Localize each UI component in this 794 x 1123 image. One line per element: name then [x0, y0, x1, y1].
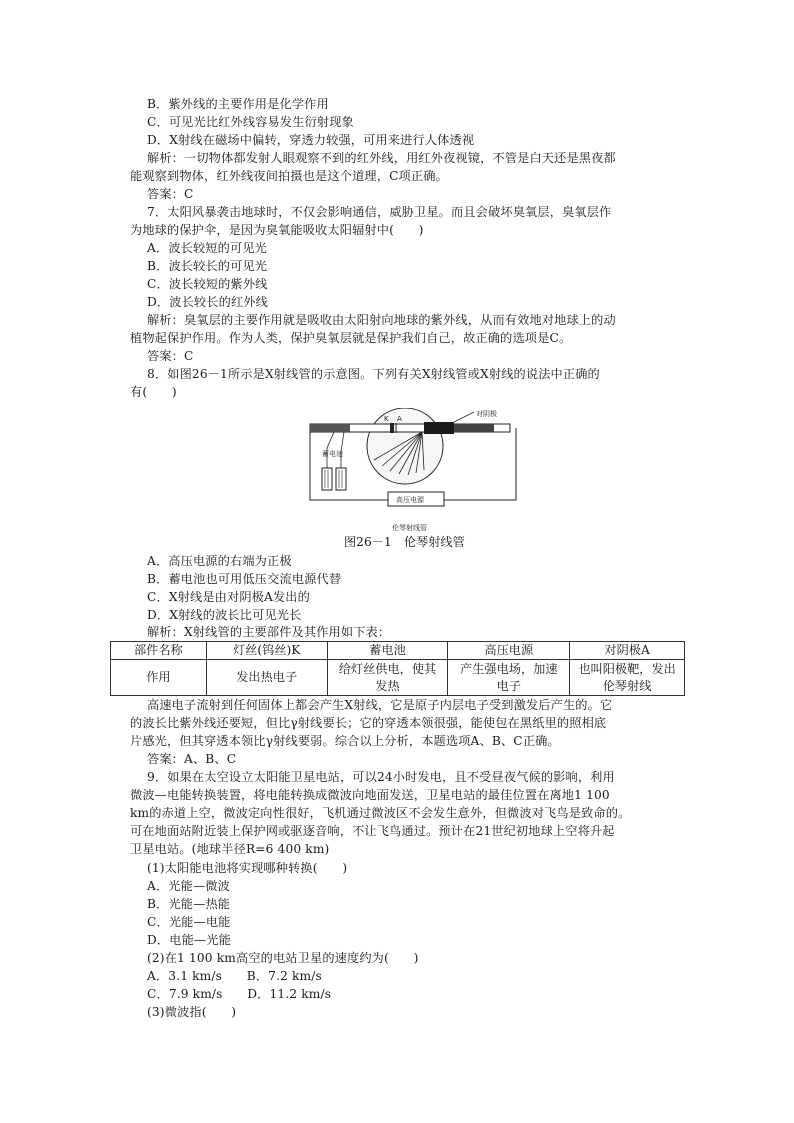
q9-sub3-line: (3)微波指( )	[147, 1005, 237, 1019]
cell-line: 产生强电场，加速	[460, 661, 558, 676]
figure-caption: 图26－1 伦琴射线管	[344, 535, 465, 549]
table-header-cell: 灯丝(钨丝)K	[206, 642, 327, 660]
parts-table	[110, 641, 685, 696]
table-cell	[327, 660, 448, 696]
q9-sub1-line: (1)太阳能电池将实现哪种转换( )	[147, 861, 348, 875]
table-header-cell: 高压电源	[448, 642, 570, 660]
cell-line: 发热	[375, 678, 400, 693]
table-header-row	[111, 642, 685, 660]
question-9-cont-1: 微波—电能转换装置，将电能转换成微波向地面发送，卫星电站的最佳位置在离地1 100	[130, 788, 610, 802]
xray-note-cont-line: 的波长比紫外线还要短，但比γ射线要长；它的穿透本领很强，能使包在黑纸里的照相底	[130, 716, 607, 730]
q8-analysis-line: 解析：X射线管的主要部件及其作用如下表：	[147, 625, 391, 639]
q8-option-d: D．X射线的波长比可见光长	[147, 608, 302, 622]
table-cell: 发出热电子	[206, 660, 327, 696]
option-d-line: D．X射线在磁场中偏转，穿透力较强，可用来进行人体透视	[147, 133, 475, 147]
table-header-cell: 对阴极A	[570, 642, 685, 660]
q9-sub2-options-ab: A．3.1 km/s B．7.2 km/s	[147, 969, 322, 983]
question-8-cont-line: 有( )	[130, 385, 177, 399]
question-9-cont-2: km的赤道上空，微波定向性很好，飞机通过微波区不会发生意外，但微波对飞鸟是致命的。	[130, 806, 631, 820]
q9-sub1-option-d: D．电能—光能	[147, 933, 231, 947]
analysis-cont-line: 能观察到物体，红外线夜间拍摄也是这个道理，C项正确。	[130, 169, 448, 183]
tube-label: 伦琴射线管	[392, 524, 427, 532]
q8-answer-line: 答案：A、B、C	[147, 752, 237, 766]
q7-answer-line: 答案：C	[147, 349, 194, 363]
cell-line: 也叫阳极靶，发出	[578, 661, 676, 676]
table-header-cell: 蓄电池	[327, 642, 448, 660]
cell-line: 电子	[496, 678, 521, 693]
q8-option-b: B．蓄电池也可用低压交流电源代替	[147, 572, 342, 586]
q9-sub2-options-cd: C．7.9 km/s D．11.2 km/s	[147, 987, 332, 1001]
question-9-line: 9．如果在太空设立太阳能卫星电站，可以24小时发电，且不受昼夜气候的影响，利用	[147, 770, 615, 784]
table-row	[111, 660, 685, 696]
q9-sub1-option-c: C．光能—电能	[147, 915, 231, 929]
table-cell: 作用	[111, 660, 207, 696]
battery-label: 蓄电池	[322, 450, 343, 458]
question-8-line: 8．如图26－1所示是X射线管的示意图。下列有关X射线管或X射线的说法中正确的	[147, 367, 600, 381]
anticathode-label: 对阴极	[476, 410, 497, 418]
q8-option-c: C．X射线是由对阴极A发出的	[147, 590, 310, 604]
q8-option-a: A．高压电源的右端为正极	[147, 554, 292, 568]
q9-sub1-option-b: B．光能—热能	[147, 897, 231, 911]
option-c-line: C．可见光比红外线容易发生衍射现象	[147, 115, 354, 129]
answer-line: 答案：C	[147, 187, 194, 201]
q9-sub1-option-a: A．光能—微波	[147, 879, 230, 893]
option-b-line: B．紫外线的主要作用是化学作用	[147, 97, 329, 111]
question-7-cont-line: 为地球的保护伞，是因为臭氧能吸收太阳辐射中( )	[130, 223, 424, 237]
question-7-line: 7．太阳风暴袭击地球时，不仅会影响通信，威胁卫星。而且会破坏臭氧层，臭氧层作	[147, 205, 612, 219]
q9-sub2-line: (2)在1 100 km高空的电站卫星的速度约为( )	[147, 951, 419, 965]
q7-option-c: C．波长较短的紫外线	[147, 277, 268, 291]
q7-analysis-line: 解析：臭氧层的主要作用就是吸收由太阳射向地球的紫外线，从而有效地对地球上的动	[147, 313, 616, 327]
analysis-line: 解析：一切物体都发射人眼观察不到的红外线，用红外夜视镜，不管是白天还是黑夜都	[147, 151, 616, 165]
q7-analysis-cont: 植物起保护作用。作为人类，保护臭氧层就是保护我们自己，故正确的选项是C。	[130, 331, 572, 345]
xray-note-line: 高速电子流射到任何固体上都会产生X射线，它是原子内层电子受到激发后产生的。它	[147, 698, 613, 712]
xray-note-cont-line-2: 片感光，但其穿透本领比γ射线要弱。综合以上分析，本题选项A、B、C正确。	[130, 734, 560, 748]
question-9-cont-4: 卫星电站。(地球半径R=6 400 km)	[130, 842, 330, 856]
k-label: K	[384, 415, 389, 423]
cell-line: 伦琴射线	[602, 678, 652, 693]
a-label: A	[397, 415, 402, 423]
table-header-cell: 部件名称	[111, 642, 207, 660]
table-cell	[570, 660, 685, 696]
q7-option-a: A．波长较短的可见光	[147, 241, 267, 255]
q7-option-b: B．波长较长的可见光	[147, 259, 268, 273]
xray-tube-figure	[304, 408, 518, 538]
q7-option-d: D．波长较长的红外线	[147, 295, 268, 309]
cell-line: 给灯丝供电，使其	[338, 661, 437, 676]
table-cell	[448, 660, 570, 696]
hv-source-label: 高压电源	[396, 496, 424, 504]
question-9-cont-3: 可在地面站附近装上保护网或驱逐音响，不让飞鸟通过。预计在21世纪初地球上空将升起	[130, 824, 615, 838]
